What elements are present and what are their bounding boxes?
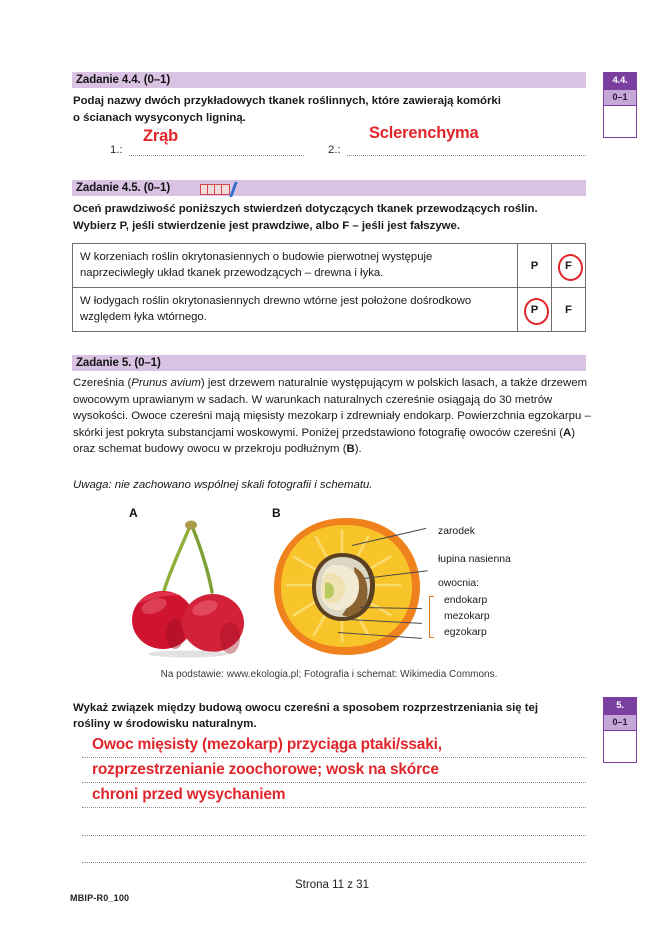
statement-1-line-1: W korzeniach roślin okrytonasiennych o budowie pierwotnej występuje: [80, 251, 433, 263]
task-5-question-line-2: rośliny w środowisku naturalnym.: [73, 718, 257, 730]
table-row: [73, 244, 586, 288]
figure-a-letter: A: [129, 506, 138, 520]
option-f-row-1-label: F: [565, 259, 572, 272]
score-box-5-range: 0–1: [604, 714, 636, 731]
option-p-row-2-selected-circle: [531, 302, 539, 318]
answer-1-handwriting: Zrąb: [143, 127, 178, 145]
fruit-cross-section-diagram: [268, 515, 428, 660]
task-5-answer-handwriting-line-2: rozprzestrzenianie zoochorowe; wosk na skórce: [92, 761, 439, 778]
option-f-row-2-label: F: [565, 303, 572, 316]
score-box-4-4-value[interactable]: [604, 106, 636, 137]
answer-2-line[interactable]: [347, 155, 586, 156]
statement-1-line-2: naprzeciwległy układ tkanek przewodzących – drewna i łyka.: [80, 267, 384, 279]
pericarp-bracket: [429, 596, 434, 638]
answer-line-3[interactable]: [82, 807, 586, 808]
answer-1-label: 1.:: [110, 144, 123, 156]
option-p-row-1-label: P: [530, 259, 539, 272]
answer-line-1[interactable]: [82, 757, 586, 758]
answer-line-5[interactable]: [82, 862, 586, 863]
answer-line-2[interactable]: [82, 782, 586, 783]
option-p-row-2-label: P: [530, 303, 539, 316]
score-box-4-4-range: 0–1: [604, 89, 636, 106]
true-false-table: [72, 243, 586, 332]
task-5-heading: Zadanie 5. (0–1): [76, 357, 161, 369]
answer-2-label: 2.:: [328, 144, 341, 156]
answer-line-4[interactable]: [82, 835, 586, 836]
task-4-4-prompt-line-1: Podaj nazwy dwóch przykładowych tkanek roślinnych, które zawierają komórki: [73, 95, 501, 107]
figure-b-letter: B: [272, 506, 281, 520]
option-p-row-2[interactable]: [518, 288, 552, 332]
species-name: Prunus avium: [131, 377, 201, 389]
option-p-row-1[interactable]: [518, 244, 552, 288]
figure-source: Na podstawie: www.ekologia.pl; Fotografia i schemat: Wikimedia Commons.: [160, 669, 498, 680]
task-4-4-heading-band: [72, 72, 586, 88]
task-5-paragraph: Czereśnia (Prunus avium) jest drzewem naturalnie występującym w polskich lasach, a także drzewem owocowym uprawianym w sadach. W warunkach naturalnych czereśnie osiągają do 30 metrów wysokości. Owoce czereśni mają mięsisty mezokarp i zdrewniały endokarp. Powierzchnia egzokarpu – skórki jest pokryta substancjami woskowymi. Poniżej przedstawiono fotografię owoców czereśni (A) oraz schemat budowy owocu w przekroju podłużnym (B).: [73, 377, 591, 455]
diagram-label-embryo: zarodek: [438, 526, 475, 537]
task-5-heading-band: [72, 355, 586, 371]
option-f-row-1[interactable]: [552, 244, 586, 288]
statement-cell-1: [73, 244, 518, 288]
option-f-row-1-selected-circle: [565, 258, 572, 274]
score-box-5-number: 5.: [604, 698, 636, 714]
footer-page-number: Strona 11 z 31: [295, 879, 369, 891]
task-4-5-prompt-line-2: Wybierz P, jeśli stwierdzenie jest prawdziwe, albo F – jeśli jest fałszywe.: [73, 220, 461, 232]
diagram-label-pericarp: owocnia:: [438, 578, 480, 589]
score-box-5[interactable]: [603, 697, 637, 763]
task-4-4-heading: Zadanie 4.4. (0–1): [76, 74, 171, 86]
diagram-label-mesocarp: mezokarp: [444, 611, 490, 622]
statement-cell-2: [73, 288, 518, 332]
statement-2-line-2: względem łyka wtórnego.: [80, 311, 207, 323]
task-4-5-heading-band: [72, 180, 586, 196]
task-5-note: Uwaga: nie zachowano wspólnej skali fotografii i schematu.: [73, 479, 373, 491]
cherry-photo: [130, 518, 250, 658]
task-5-question-line-1: Wykaż związek między budową owocu czereśni a sposobem rozprzestrzeniania się tej: [73, 702, 539, 714]
footer-document-code: MBIP-R0_100: [70, 893, 130, 903]
diagram-label-seed-coat: łupina nasienna: [438, 554, 511, 565]
task-5-answer-handwriting-line-1: Owoc mięsisty (mezokarp) przyciąga ptaki/ssaki,: [92, 736, 442, 753]
answer-1-line[interactable]: [129, 155, 304, 156]
task-4-4-prompt-line-2: o ścianach wysyconych ligniną.: [73, 112, 246, 124]
answer-2-handwriting: Sclerenchyma: [369, 124, 479, 142]
score-box-5-value[interactable]: [604, 731, 636, 762]
grid-marker-icon: [200, 182, 235, 197]
statement-2-line-1: W łodygach roślin okrytonasiennych drewno wtórne jest położone dośrodkowo: [80, 295, 472, 307]
task-4-5-heading: Zadanie 4.5. (0–1): [76, 182, 171, 194]
diagram-label-endocarp: endokarp: [444, 595, 488, 606]
table-row: [73, 288, 586, 332]
task-5-answer-handwriting-line-3: chroni przed wysychaniem: [92, 786, 286, 803]
task-4-5-prompt-line-1: Oceń prawdziwość poniższych stwierdzeń dotyczących tkanek przewodzących roślin.: [73, 203, 538, 215]
score-box-4-4-number: 4.4.: [604, 73, 636, 89]
score-box-4-4[interactable]: [603, 72, 637, 138]
diagram-label-exocarp: egzokarp: [444, 627, 487, 638]
option-f-row-2[interactable]: [552, 288, 586, 332]
